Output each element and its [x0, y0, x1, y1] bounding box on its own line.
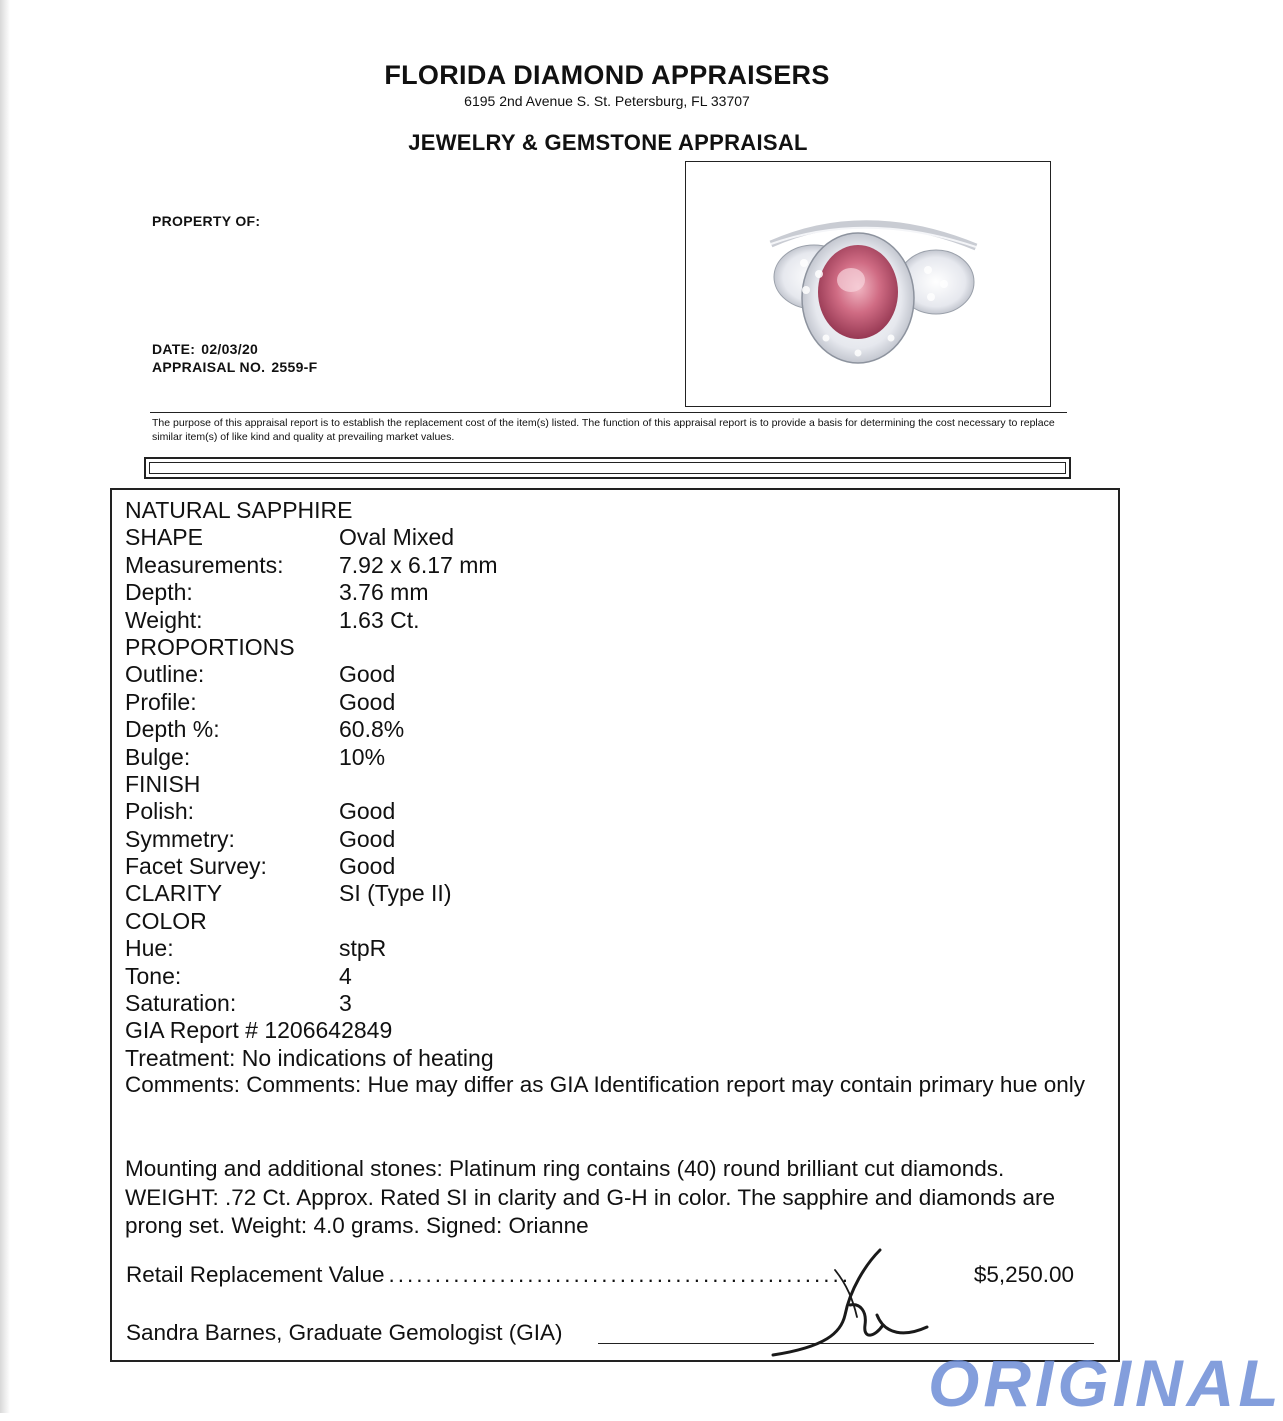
- item-photo-frame: [685, 161, 1051, 407]
- document-title: JEWELRY & GEMSTONE APPRAISAL: [408, 130, 808, 155]
- detail-label: CLARITY: [125, 880, 223, 907]
- mounting-description: Mounting and additional stones: Platinum ring contains (40) round brilliant cut diamonds. WEIGHT: .72 Ct. Approx. Rated SI in clarity and G-H in color. The sapphire and diamonds are prong set. Weight: 4.0 grams. Signed: Orianne: [125, 1156, 1056, 1238]
- detail-value: 10%: [339, 743, 386, 770]
- gia-report: GIA Report # 1206642849: [125, 1017, 393, 1044]
- company-address: 6195 2nd Avenue S. St. Petersburg, FL 33707: [464, 93, 750, 109]
- detail-label: Depth %:: [125, 716, 220, 743]
- stone-details: [125, 497, 498, 1072]
- purpose-statement: The purpose of this appraisal report is to establish the replacement cost of the item(s) listed. The function of this appraisal report is to provide a basis for determining the cost necessary to replace similar item(s) of like kind and quality at prevailing market values.: [152, 417, 1055, 443]
- detail-value: Good: [339, 661, 396, 688]
- detail-row: [125, 661, 498, 688]
- detail-label: PROPORTIONS: [125, 633, 295, 660]
- detail-row: [125, 689, 498, 716]
- detail-label: Symmetry:: [125, 825, 235, 852]
- header-divider: [150, 412, 1067, 413]
- detail-label: COLOR: [125, 907, 207, 934]
- detail-label: Tone:: [125, 962, 182, 989]
- appraisal-number-label: APPRAISAL NO.: [152, 359, 266, 375]
- detail-label: Polish:: [125, 798, 195, 825]
- stone-heading: NATURAL SAPPHIRE: [125, 497, 353, 523]
- retail-value-amount: $5,250.00: [973, 1262, 1074, 1287]
- detail-row: [125, 552, 498, 579]
- decorative-double-bar-inner: [149, 462, 1066, 474]
- treatment: Treatment: No indications of heating: [125, 1044, 494, 1071]
- property-of-label: PROPERTY OF:: [152, 213, 261, 229]
- decorative-double-bar: [144, 457, 1071, 479]
- detail-row: [125, 935, 498, 962]
- detail-value: Good: [339, 688, 396, 715]
- scan-edge-shadow: [0, 0, 10, 1413]
- comments: Comments: Comments: Hue may differ as GIA Identification report may contain primary hue only: [125, 1072, 1085, 1097]
- detail-value: 60.8%: [339, 716, 405, 743]
- detail-row: [125, 771, 498, 798]
- detail-value: stpR: [339, 935, 387, 962]
- detail-label: Bulge:: [125, 743, 191, 770]
- detail-row: [125, 607, 498, 634]
- detail-label: SHAPE: [125, 524, 203, 551]
- detail-label: Outline:: [125, 661, 205, 688]
- detail-label: Weight:: [125, 606, 203, 633]
- detail-value: Good: [339, 798, 396, 825]
- detail-value: 3: [339, 990, 352, 1017]
- detail-row: [125, 579, 498, 606]
- original-stamp: ORIGINAL: [928, 1346, 1283, 1420]
- detail-label: Hue:: [125, 935, 174, 962]
- detail-label: Saturation:: [125, 990, 237, 1017]
- detail-value: 4: [339, 962, 352, 989]
- detail-value: Good: [339, 825, 396, 852]
- date-row: [152, 341, 258, 357]
- detail-value: SI (Type II): [339, 880, 452, 907]
- ring-photo-icon: [686, 162, 1052, 408]
- appraisal-number-row: [152, 359, 318, 375]
- detail-row: [125, 826, 498, 853]
- detail-value: Good: [339, 853, 396, 880]
- detail-row: [125, 744, 498, 771]
- detail-row: [125, 798, 498, 825]
- detail-row: [125, 524, 498, 551]
- detail-label: Profile:: [125, 688, 197, 715]
- detail-label: Depth:: [125, 579, 193, 606]
- detail-label: Facet Survey:: [125, 853, 267, 880]
- detail-row: [125, 990, 498, 1017]
- handwritten-signature: [755, 1245, 945, 1365]
- detail-row: [125, 880, 498, 907]
- detail-value: 3.76 mm: [339, 579, 429, 606]
- detail-label: FINISH: [125, 770, 201, 797]
- detail-label: Measurements:: [125, 551, 284, 578]
- date-value: 02/03/20: [201, 341, 259, 357]
- date-label: DATE:: [152, 341, 196, 357]
- detail-row: [125, 908, 498, 935]
- detail-rows: [125, 524, 498, 1017]
- detail-value: 7.92 x 6.17 mm: [339, 551, 498, 578]
- detail-row: [125, 963, 498, 990]
- appraiser-name: Sandra Barnes, Graduate Gemologist (GIA): [126, 1320, 563, 1345]
- detail-row: [125, 853, 498, 880]
- detail-row: [125, 634, 498, 661]
- appraisal-number-value: 2559-F: [271, 359, 318, 375]
- detail-row: [125, 716, 498, 743]
- detail-value: 1.63 Ct.: [339, 606, 420, 633]
- retail-value-label: Retail Replacement Value: [126, 1262, 385, 1287]
- detail-value: Oval Mixed: [339, 524, 455, 551]
- leader-dots: ..................................................: [388, 1262, 852, 1287]
- company-name: FLORIDA DIAMOND APPRAISERS: [384, 60, 830, 90]
